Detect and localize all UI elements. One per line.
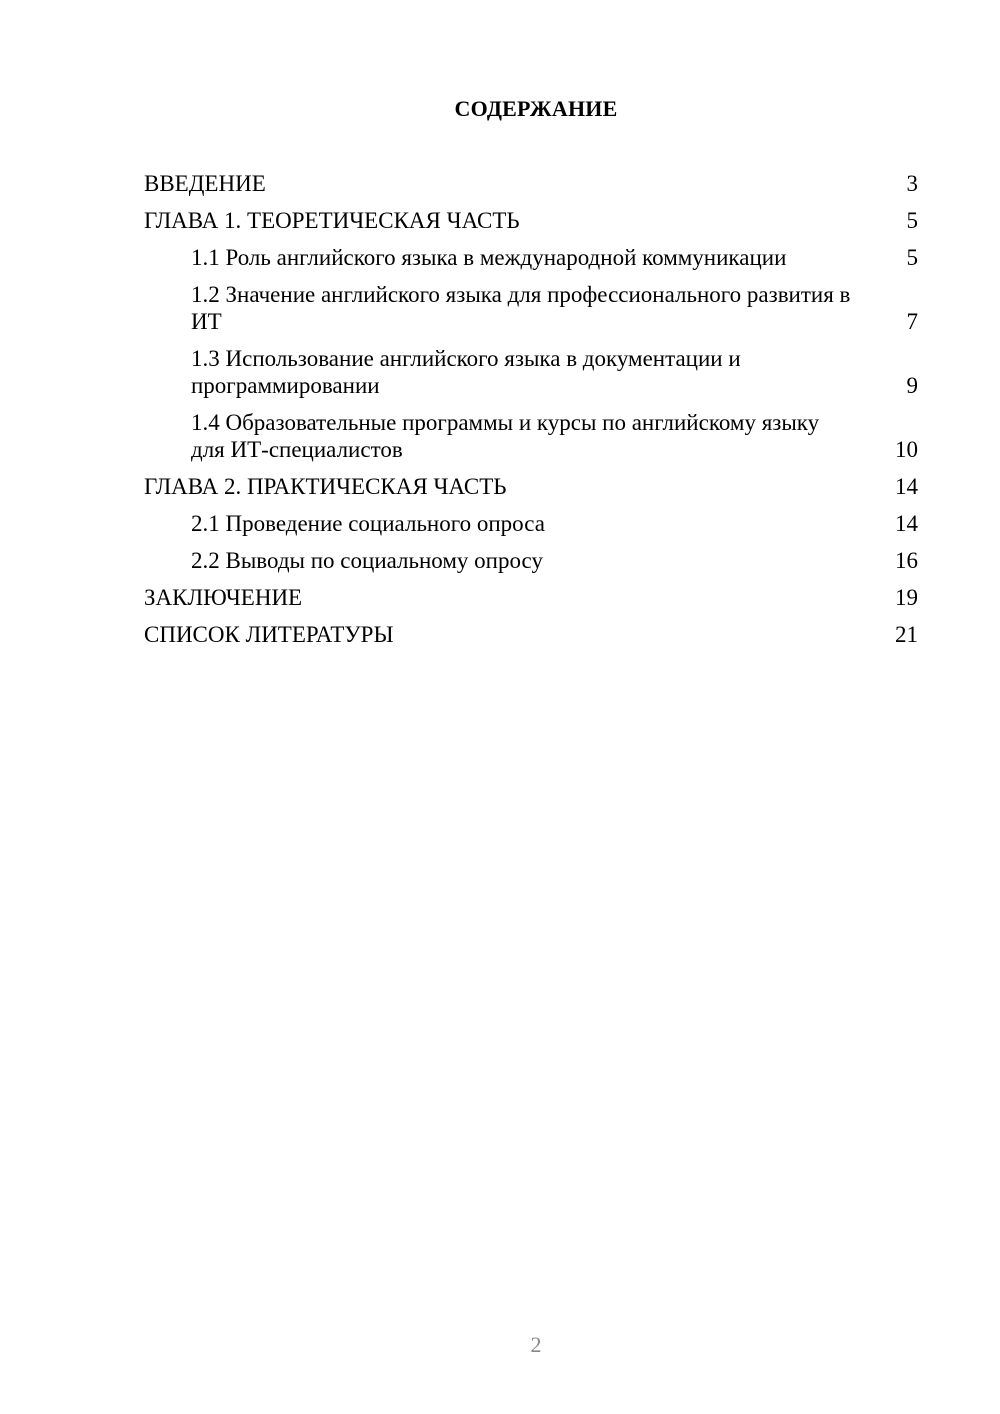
table-of-contents bbox=[144, 170, 918, 658]
toc-entry-label: 1.4 Образовательные программы и курсы по английскому языку для ИТ-специалистов bbox=[191, 410, 820, 462]
toc-entry-section-2-1[interactable] bbox=[144, 510, 918, 537]
toc-entry-chapter-1[interactable] bbox=[144, 207, 918, 234]
toc-entry-page: 19 bbox=[895, 585, 918, 610]
toc-entry-section-1-3[interactable] bbox=[144, 345, 918, 399]
toc-entry-label: 1.3 Использование английского языка в документации и программировании bbox=[191, 346, 741, 398]
toc-entry-page: 7 bbox=[906, 309, 918, 334]
toc-entry-label: 1.2 Значение английского языка для профессионального развития в ИТ bbox=[191, 282, 851, 334]
toc-entry-chapter-2[interactable] bbox=[144, 473, 918, 500]
toc-entry-label: 2.1 Проведение социального опроса bbox=[191, 511, 545, 536]
toc-entry-page: 9 bbox=[906, 373, 918, 398]
toc-entry-section-2-2[interactable] bbox=[144, 547, 918, 574]
toc-entry-label: ВВЕДЕНИЕ bbox=[144, 171, 266, 196]
toc-entry-page: 14 bbox=[895, 511, 918, 536]
toc-entry-section-1-4[interactable] bbox=[144, 409, 918, 463]
toc-entry-page: 5 bbox=[906, 208, 918, 233]
toc-entry-label: ГЛАВА 1. ТЕОРЕТИЧЕСКАЯ ЧАСТЬ bbox=[144, 208, 520, 233]
toc-entry-page: 10 bbox=[895, 437, 918, 462]
toc-entry-label: 2.2 Выводы по социальному опросу bbox=[191, 548, 543, 573]
toc-entry-references[interactable] bbox=[144, 621, 918, 648]
toc-entry-section-1-1[interactable] bbox=[144, 244, 918, 271]
toc-entry-page: 14 bbox=[895, 474, 918, 499]
page-number: 2 bbox=[530, 1332, 542, 1357]
toc-entry-page: 3 bbox=[906, 171, 918, 196]
toc-entry-page: 21 bbox=[895, 622, 918, 647]
toc-entry-section-1-2[interactable] bbox=[144, 281, 918, 335]
toc-entry-page: 16 bbox=[895, 548, 918, 573]
toc-entry-conclusion[interactable] bbox=[144, 584, 918, 611]
toc-title: СОДЕРЖАНИЕ bbox=[454, 96, 618, 121]
toc-entry-page: 5 bbox=[906, 245, 918, 270]
toc-entry-label: ГЛАВА 2. ПРАКТИЧЕСКАЯ ЧАСТЬ bbox=[144, 474, 507, 499]
toc-entry-introduction[interactable] bbox=[144, 170, 918, 197]
toc-entry-label: 1.1 Роль английского языка в международной коммуникации bbox=[191, 245, 787, 270]
toc-entry-label: ЗАКЛЮЧЕНИЕ bbox=[144, 585, 303, 610]
toc-entry-label: СПИСОК ЛИТЕРАТУРЫ bbox=[144, 622, 394, 647]
